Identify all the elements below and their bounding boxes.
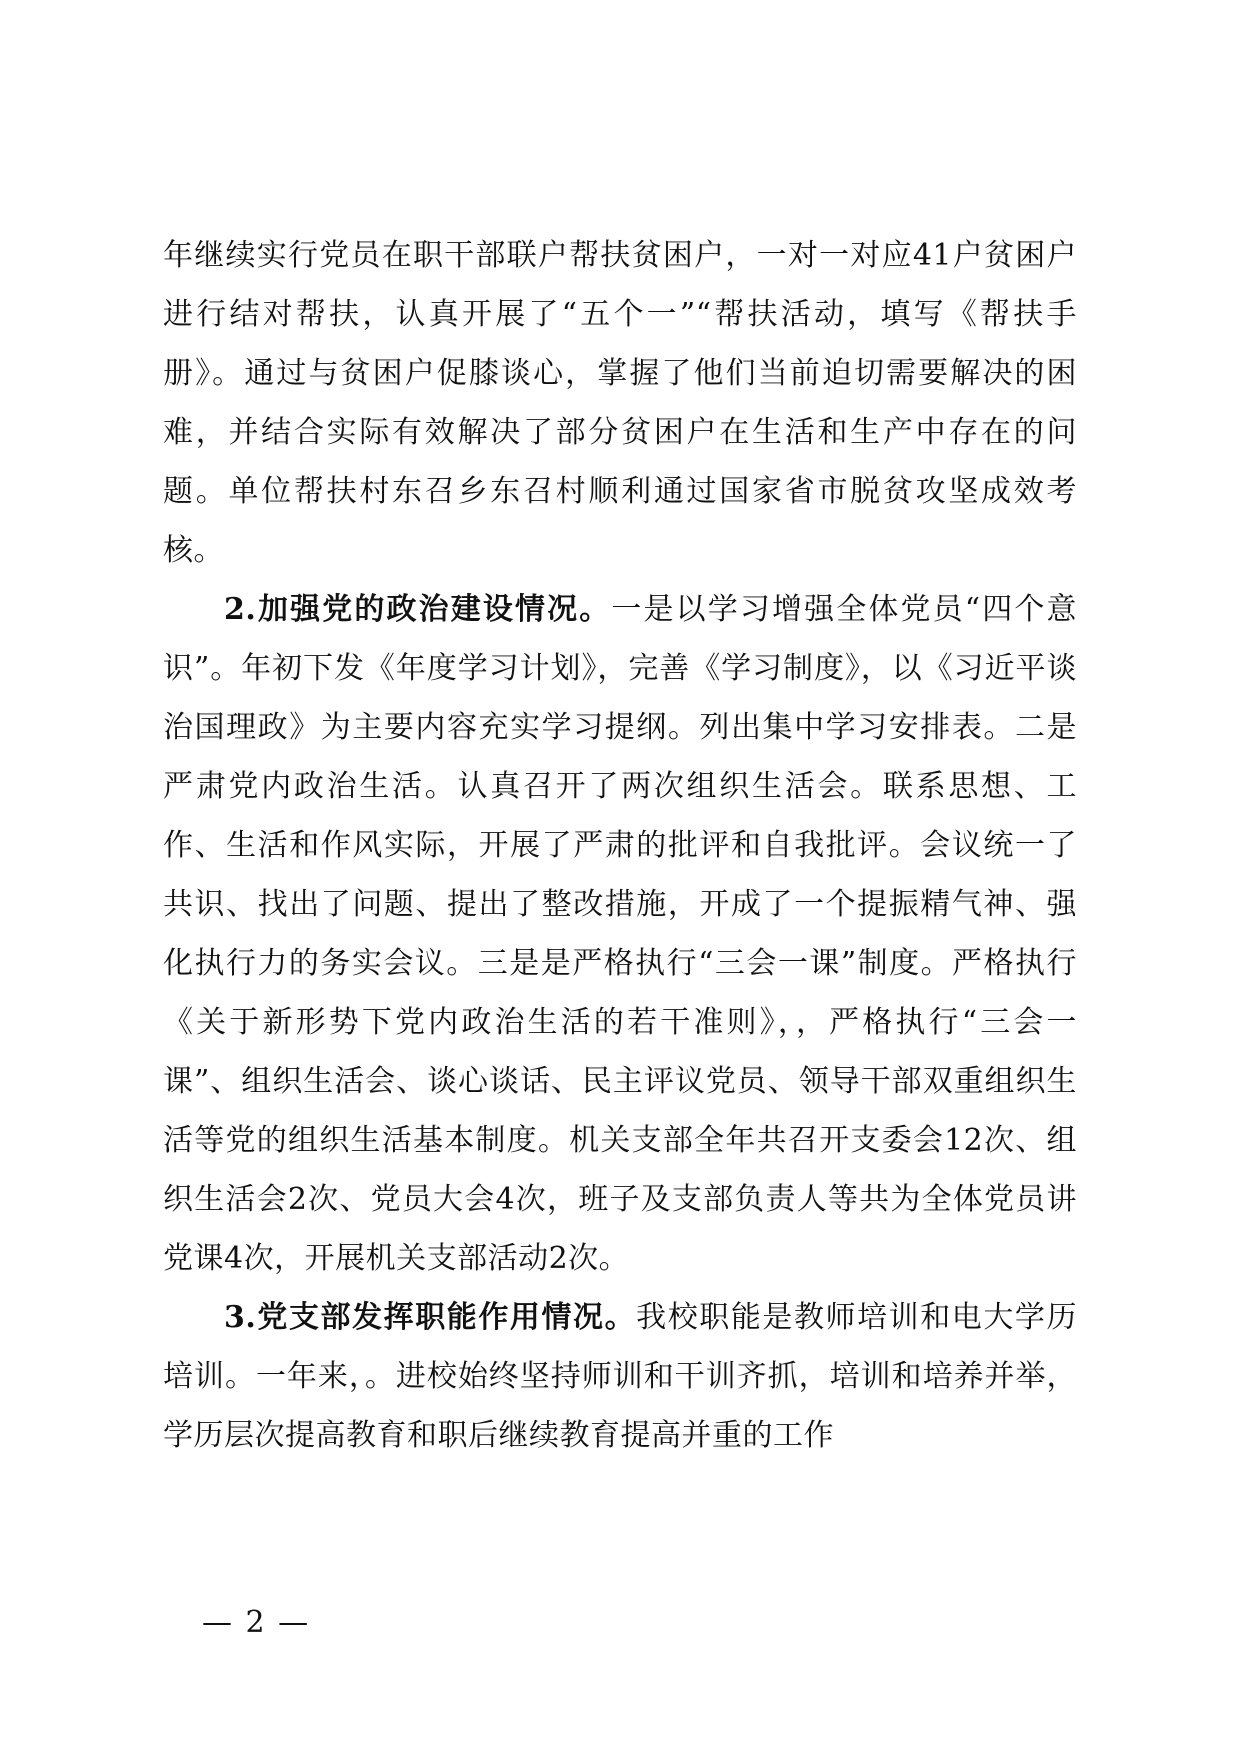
paragraph-1-text: 年继续实行党员在职干部联户帮扶贫困户，一对一对应41户贫困户进行结对帮扶，认真开展了“五个一”“帮扶活动，填写《帮扶手册》。通过与贫困户促膝谈心，掌握了他们当前迫切需要解决的困难，并结合实际有效解决了部分贫困户在生活和生产中存在的问题。单位帮扶村东召乡东召村顺利通过国家省市脱贫攻坚成效考核。: [163, 238, 1077, 568]
section-heading-3: 3.党支部发挥职能作用情况。: [224, 1300, 637, 1335]
section-heading-2: 2.加强党的政治建设情况。: [224, 592, 612, 627]
paragraph-1: [163, 226, 1077, 580]
document-body: [163, 226, 1077, 1465]
page-number: — 2 —: [202, 1605, 311, 1640]
paragraph-3-text: 我校职能是教师培训和电大学历培训。一年来，。进校始终坚持师训和干训齐抓，培训和培养并举，学历层次提高教育和职后继续教育提高并重的工作: [163, 1300, 1077, 1453]
paragraph-2: [163, 580, 1077, 1288]
paragraph-2-text: 一是以学习增强全体党员“四个意识”。年初下发《年度学习计划》，完善《学习制度》，以《习近平谈治国理政》为主要内容充实学习提纲。列出集中学习安排表。二是严肃党内政治生活。认真召开了两次组织生活会。联系思想、工作、生活和作风实际，开展了严肃的批评和自我批评。会议统一了共识、找出了问题、提出了整改措施，开成了一个提振精气神、强化执行力的务实会议。三是是严格执行“三会一课”制度。严格执行《关于新形势下党内政治生活的若干准则》，，严格执行“三会一课”、组织生活会、谈心谈话、民主评议党员、领导干部双重组织生活等党的组织生活基本制度。机关支部全年共召开支委会12次、组织生活会2次、党员大会4次，班子及支部负责人等共为全体党员讲党课4次，开展机关支部活动2次。: [163, 592, 1077, 1276]
paragraph-3: [163, 1288, 1077, 1465]
